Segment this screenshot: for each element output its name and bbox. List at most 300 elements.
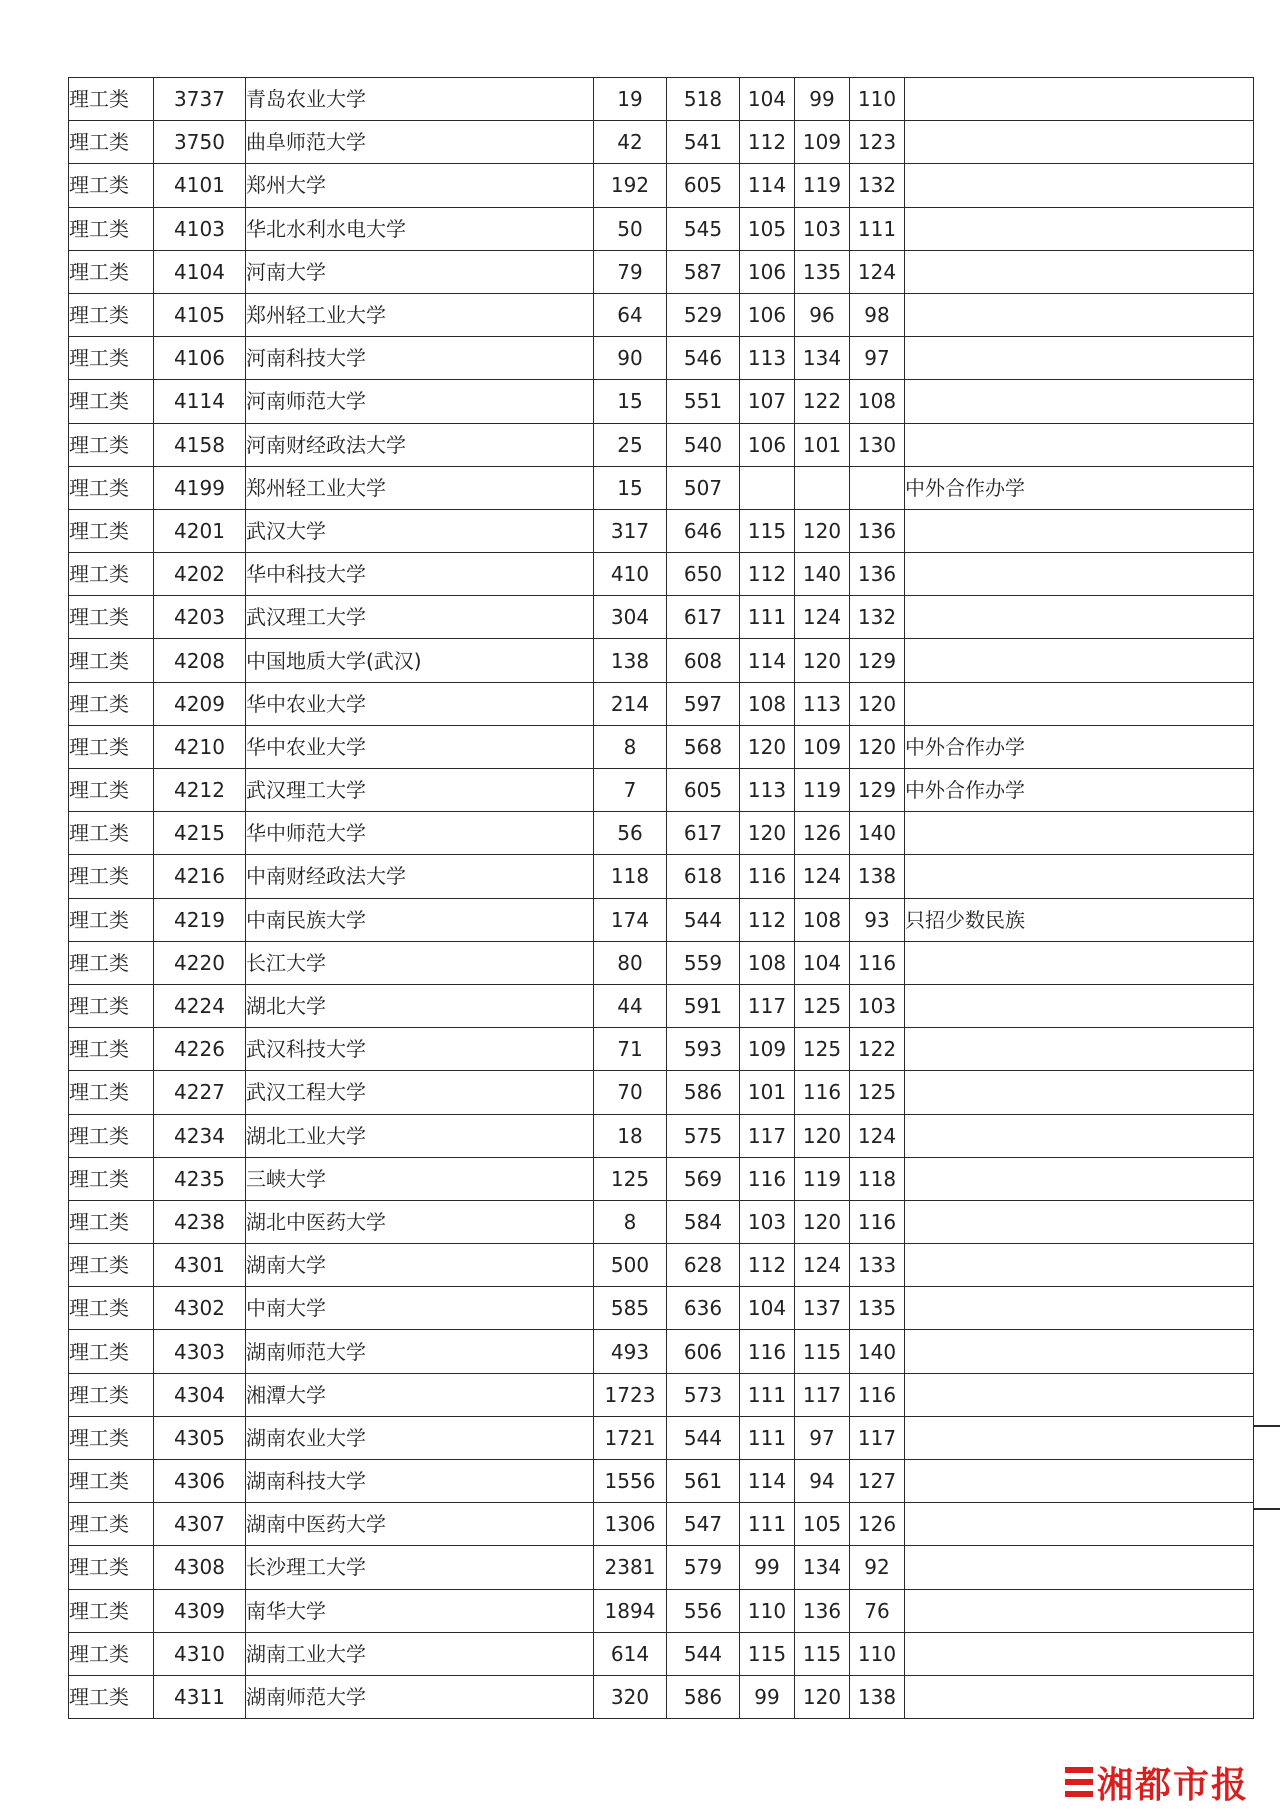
subject-score-1-cell: 116	[740, 1157, 795, 1200]
note-cell	[905, 553, 1254, 596]
school-name-cell: 武汉工程大学	[246, 1071, 594, 1114]
subject-score-1-cell: 112	[740, 1244, 795, 1287]
subject-score-3-cell: 92	[850, 1546, 905, 1589]
count-cell: 410	[594, 553, 667, 596]
note-cell	[905, 1675, 1254, 1718]
subject-score-3-cell: 129	[850, 639, 905, 682]
code-cell: 4308	[154, 1546, 246, 1589]
table-row	[69, 1675, 1254, 1718]
category-cell: 理工类	[69, 1373, 154, 1416]
school-name-cell: 湖南师范大学	[246, 1675, 594, 1718]
count-cell: 64	[594, 293, 667, 336]
score-cell: 586	[667, 1071, 740, 1114]
note-cell	[905, 682, 1254, 725]
note-cell: 中外合作办学	[905, 725, 1254, 768]
category-cell: 理工类	[69, 1157, 154, 1200]
category-cell: 理工类	[69, 1028, 154, 1071]
school-name-cell: 武汉科技大学	[246, 1028, 594, 1071]
school-name-cell: 河南师范大学	[246, 380, 594, 423]
school-name-cell: 华北水利水电大学	[246, 207, 594, 250]
subject-score-1-cell: 114	[740, 164, 795, 207]
category-cell: 理工类	[69, 941, 154, 984]
table-row	[69, 898, 1254, 941]
subject-score-1-cell: 112	[740, 553, 795, 596]
admission-score-table	[68, 77, 1254, 1719]
subject-score-1-cell: 115	[740, 509, 795, 552]
subject-score-2-cell: 101	[795, 423, 850, 466]
count-cell: 118	[594, 855, 667, 898]
subject-score-2-cell: 137	[795, 1287, 850, 1330]
category-cell: 理工类	[69, 423, 154, 466]
category-cell: 理工类	[69, 1200, 154, 1243]
subject-score-2-cell: 105	[795, 1503, 850, 1546]
code-cell: 4215	[154, 812, 246, 855]
subject-score-2-cell: 124	[795, 596, 850, 639]
subject-score-1-cell: 120	[740, 725, 795, 768]
subject-score-2-cell: 97	[795, 1416, 850, 1459]
subject-score-3-cell: 116	[850, 1200, 905, 1243]
subject-score-1-cell: 116	[740, 855, 795, 898]
code-cell: 4305	[154, 1416, 246, 1459]
note-cell	[905, 1460, 1254, 1503]
code-cell: 4235	[154, 1157, 246, 1200]
score-cell: 636	[667, 1287, 740, 1330]
subject-score-2-cell: 134	[795, 1546, 850, 1589]
subject-score-2-cell: 120	[795, 509, 850, 552]
count-cell: 80	[594, 941, 667, 984]
category-cell: 理工类	[69, 1632, 154, 1675]
code-cell: 4114	[154, 380, 246, 423]
score-cell: 617	[667, 596, 740, 639]
code-cell: 4303	[154, 1330, 246, 1373]
subject-score-2-cell: 108	[795, 898, 850, 941]
subject-score-3-cell: 136	[850, 509, 905, 552]
count-cell: 71	[594, 1028, 667, 1071]
subject-score-2-cell: 115	[795, 1330, 850, 1373]
subject-score-2-cell: 117	[795, 1373, 850, 1416]
subject-score-3-cell: 129	[850, 769, 905, 812]
subject-score-3-cell: 127	[850, 1460, 905, 1503]
category-cell: 理工类	[69, 1503, 154, 1546]
subject-score-3-cell: 97	[850, 337, 905, 380]
school-name-cell: 中南大学	[246, 1287, 594, 1330]
subject-score-1-cell: 103	[740, 1200, 795, 1243]
note-cell	[905, 639, 1254, 682]
school-name-cell: 武汉大学	[246, 509, 594, 552]
score-cell: 559	[667, 941, 740, 984]
subject-score-1-cell: 110	[740, 1589, 795, 1632]
note-cell	[905, 1589, 1254, 1632]
note-cell	[905, 1287, 1254, 1330]
subject-score-2-cell: 135	[795, 250, 850, 293]
category-cell: 理工类	[69, 553, 154, 596]
table-row	[69, 1028, 1254, 1071]
table-row	[69, 1287, 1254, 1330]
count-cell: 138	[594, 639, 667, 682]
table-row	[69, 337, 1254, 380]
category-cell: 理工类	[69, 725, 154, 768]
note-cell	[905, 1200, 1254, 1243]
code-cell: 4201	[154, 509, 246, 552]
school-name-cell: 曲阜师范大学	[246, 121, 594, 164]
subject-score-1-cell	[740, 466, 795, 509]
note-cell: 只招少数民族	[905, 898, 1254, 941]
code-cell: 3737	[154, 78, 246, 121]
school-name-cell: 华中师范大学	[246, 812, 594, 855]
count-cell: 25	[594, 423, 667, 466]
school-name-cell: 南华大学	[246, 1589, 594, 1632]
code-cell: 4216	[154, 855, 246, 898]
subject-score-3-cell: 120	[850, 682, 905, 725]
score-cell: 605	[667, 164, 740, 207]
count-cell: 125	[594, 1157, 667, 1200]
count-cell: 8	[594, 725, 667, 768]
code-cell: 4106	[154, 337, 246, 380]
count-cell: 2381	[594, 1546, 667, 1589]
category-cell: 理工类	[69, 984, 154, 1027]
code-cell: 4158	[154, 423, 246, 466]
table-row	[69, 1071, 1254, 1114]
note-cell	[905, 984, 1254, 1027]
school-name-cell: 郑州大学	[246, 164, 594, 207]
code-cell: 4311	[154, 1675, 246, 1718]
score-cell: 584	[667, 1200, 740, 1243]
score-cell: 569	[667, 1157, 740, 1200]
subject-score-2-cell: 134	[795, 337, 850, 380]
subject-score-3-cell: 116	[850, 1373, 905, 1416]
subject-score-2-cell: 126	[795, 812, 850, 855]
table-row	[69, 509, 1254, 552]
subject-score-3-cell: 124	[850, 1114, 905, 1157]
table-row	[69, 423, 1254, 466]
category-cell: 理工类	[69, 1546, 154, 1589]
subject-score-3-cell: 118	[850, 1157, 905, 1200]
note-cell	[905, 78, 1254, 121]
school-name-cell: 武汉理工大学	[246, 596, 594, 639]
code-cell: 4199	[154, 466, 246, 509]
code-cell: 4226	[154, 1028, 246, 1071]
subject-score-2-cell: 125	[795, 984, 850, 1027]
subject-score-1-cell: 107	[740, 380, 795, 423]
subject-score-3-cell: 130	[850, 423, 905, 466]
score-cell: 518	[667, 78, 740, 121]
subject-score-1-cell: 106	[740, 293, 795, 336]
code-cell: 4227	[154, 1071, 246, 1114]
school-name-cell: 中国地质大学(武汉)	[246, 639, 594, 682]
code-cell: 4212	[154, 769, 246, 812]
count-cell: 614	[594, 1632, 667, 1675]
subject-score-1-cell: 113	[740, 769, 795, 812]
score-cell: 628	[667, 1244, 740, 1287]
subject-score-1-cell: 104	[740, 78, 795, 121]
note-cell	[905, 337, 1254, 380]
school-name-cell: 郑州轻工业大学	[246, 466, 594, 509]
school-name-cell: 湖北工业大学	[246, 1114, 594, 1157]
table-row	[69, 1244, 1254, 1287]
subject-score-2-cell: 136	[795, 1589, 850, 1632]
score-cell: 541	[667, 121, 740, 164]
school-name-cell: 长沙理工大学	[246, 1546, 594, 1589]
note-cell	[905, 855, 1254, 898]
subject-score-2-cell: 115	[795, 1632, 850, 1675]
code-cell: 4234	[154, 1114, 246, 1157]
code-cell: 4238	[154, 1200, 246, 1243]
table-body	[69, 78, 1254, 1719]
subject-score-2-cell: 103	[795, 207, 850, 250]
table-row	[69, 207, 1254, 250]
subject-score-3-cell: 132	[850, 596, 905, 639]
count-cell: 18	[594, 1114, 667, 1157]
category-cell: 理工类	[69, 293, 154, 336]
school-name-cell: 湖南工业大学	[246, 1632, 594, 1675]
school-name-cell: 武汉理工大学	[246, 769, 594, 812]
subject-score-3-cell: 140	[850, 1330, 905, 1373]
subject-score-1-cell: 111	[740, 1373, 795, 1416]
category-cell: 理工类	[69, 207, 154, 250]
count-cell: 7	[594, 769, 667, 812]
subject-score-3-cell: 126	[850, 1503, 905, 1546]
score-cell: 545	[667, 207, 740, 250]
count-cell: 320	[594, 1675, 667, 1718]
subject-score-3-cell: 116	[850, 941, 905, 984]
code-cell: 4105	[154, 293, 246, 336]
table-row	[69, 293, 1254, 336]
subject-score-1-cell: 108	[740, 682, 795, 725]
score-cell: 573	[667, 1373, 740, 1416]
subject-score-2-cell: 104	[795, 941, 850, 984]
category-cell: 理工类	[69, 812, 154, 855]
subject-score-2-cell: 119	[795, 164, 850, 207]
note-cell	[905, 1373, 1254, 1416]
subject-score-2-cell: 122	[795, 380, 850, 423]
code-cell: 4103	[154, 207, 246, 250]
note-cell	[905, 1632, 1254, 1675]
count-cell: 50	[594, 207, 667, 250]
count-cell: 56	[594, 812, 667, 855]
subject-score-1-cell: 114	[740, 1460, 795, 1503]
subject-score-1-cell: 111	[740, 1503, 795, 1546]
score-cell: 608	[667, 639, 740, 682]
table-row	[69, 1503, 1254, 1546]
table-row	[69, 164, 1254, 207]
table-row	[69, 121, 1254, 164]
count-cell: 214	[594, 682, 667, 725]
score-cell: 650	[667, 553, 740, 596]
subject-score-2-cell: 120	[795, 1675, 850, 1718]
school-name-cell: 华中科技大学	[246, 553, 594, 596]
school-name-cell: 三峡大学	[246, 1157, 594, 1200]
subject-score-2-cell: 119	[795, 769, 850, 812]
code-cell: 4203	[154, 596, 246, 639]
subject-score-3-cell: 108	[850, 380, 905, 423]
school-name-cell: 中南财经政法大学	[246, 855, 594, 898]
score-cell: 618	[667, 855, 740, 898]
table-row	[69, 1460, 1254, 1503]
table-edge-line	[1253, 1425, 1280, 1427]
count-cell: 317	[594, 509, 667, 552]
score-cell: 568	[667, 725, 740, 768]
code-cell: 4208	[154, 639, 246, 682]
table-row	[69, 682, 1254, 725]
note-cell	[905, 1546, 1254, 1589]
school-name-cell: 湖南科技大学	[246, 1460, 594, 1503]
subject-score-3-cell: 132	[850, 164, 905, 207]
school-name-cell: 湖北大学	[246, 984, 594, 1027]
category-cell: 理工类	[69, 380, 154, 423]
subject-score-3-cell	[850, 466, 905, 509]
code-cell: 4301	[154, 1244, 246, 1287]
watermark-text: 湘都市报	[1097, 1764, 1250, 1806]
category-cell: 理工类	[69, 1287, 154, 1330]
table-row	[69, 769, 1254, 812]
count-cell: 192	[594, 164, 667, 207]
subject-score-1-cell: 109	[740, 1028, 795, 1071]
school-name-cell: 青岛农业大学	[246, 78, 594, 121]
score-cell: 561	[667, 1460, 740, 1503]
subject-score-1-cell: 108	[740, 941, 795, 984]
score-cell: 605	[667, 769, 740, 812]
subject-score-3-cell: 111	[850, 207, 905, 250]
school-name-cell: 中南民族大学	[246, 898, 594, 941]
subject-score-1-cell: 115	[740, 1632, 795, 1675]
code-cell: 4310	[154, 1632, 246, 1675]
note-cell	[905, 1503, 1254, 1546]
school-name-cell: 河南财经政法大学	[246, 423, 594, 466]
school-name-cell: 河南大学	[246, 250, 594, 293]
subject-score-3-cell: 103	[850, 984, 905, 1027]
category-cell: 理工类	[69, 509, 154, 552]
table-row	[69, 1373, 1254, 1416]
school-name-cell: 湖南大学	[246, 1244, 594, 1287]
note-cell	[905, 423, 1254, 466]
subject-score-2-cell: 109	[795, 121, 850, 164]
subject-score-2-cell: 96	[795, 293, 850, 336]
school-name-cell: 华中农业大学	[246, 725, 594, 768]
note-cell	[905, 1028, 1254, 1071]
category-cell: 理工类	[69, 78, 154, 121]
subject-score-3-cell: 124	[850, 250, 905, 293]
subject-score-1-cell: 111	[740, 1416, 795, 1459]
subject-score-2-cell	[795, 466, 850, 509]
note-cell	[905, 380, 1254, 423]
count-cell: 174	[594, 898, 667, 941]
subject-score-1-cell: 106	[740, 250, 795, 293]
table-row	[69, 1589, 1254, 1632]
score-cell: 591	[667, 984, 740, 1027]
subject-score-2-cell: 124	[795, 1244, 850, 1287]
subject-score-3-cell: 93	[850, 898, 905, 941]
school-name-cell: 华中农业大学	[246, 682, 594, 725]
score-cell: 546	[667, 337, 740, 380]
subject-score-3-cell: 110	[850, 78, 905, 121]
three-bars-logo-icon	[1065, 1765, 1093, 1799]
subject-score-1-cell: 99	[740, 1675, 795, 1718]
table-row	[69, 1416, 1254, 1459]
table-row	[69, 78, 1254, 121]
count-cell: 70	[594, 1071, 667, 1114]
note-cell	[905, 812, 1254, 855]
count-cell: 1556	[594, 1460, 667, 1503]
subject-score-3-cell: 117	[850, 1416, 905, 1459]
subject-score-1-cell: 112	[740, 121, 795, 164]
category-cell: 理工类	[69, 337, 154, 380]
code-cell: 4306	[154, 1460, 246, 1503]
school-name-cell: 湖南中医药大学	[246, 1503, 594, 1546]
count-cell: 19	[594, 78, 667, 121]
subject-score-3-cell: 125	[850, 1071, 905, 1114]
count-cell: 1723	[594, 1373, 667, 1416]
table-edge-line	[1253, 1508, 1280, 1510]
note-cell	[905, 207, 1254, 250]
subject-score-3-cell: 120	[850, 725, 905, 768]
subject-score-1-cell: 120	[740, 812, 795, 855]
subject-score-1-cell: 106	[740, 423, 795, 466]
category-cell: 理工类	[69, 164, 154, 207]
count-cell: 15	[594, 466, 667, 509]
category-cell: 理工类	[69, 898, 154, 941]
score-cell: 507	[667, 466, 740, 509]
subject-score-2-cell: 124	[795, 855, 850, 898]
subject-score-1-cell: 105	[740, 207, 795, 250]
score-cell: 540	[667, 423, 740, 466]
subject-score-2-cell: 94	[795, 1460, 850, 1503]
category-cell: 理工类	[69, 1416, 154, 1459]
school-name-cell: 长江大学	[246, 941, 594, 984]
table-row	[69, 1330, 1254, 1373]
category-cell: 理工类	[69, 1244, 154, 1287]
note-cell	[905, 1416, 1254, 1459]
school-name-cell: 湖南师范大学	[246, 1330, 594, 1373]
count-cell: 15	[594, 380, 667, 423]
count-cell: 1306	[594, 1503, 667, 1546]
category-cell: 理工类	[69, 1330, 154, 1373]
subject-score-3-cell: 122	[850, 1028, 905, 1071]
score-cell: 606	[667, 1330, 740, 1373]
note-cell	[905, 509, 1254, 552]
score-cell: 597	[667, 682, 740, 725]
subject-score-1-cell: 104	[740, 1287, 795, 1330]
subject-score-2-cell: 120	[795, 639, 850, 682]
note-cell	[905, 121, 1254, 164]
subject-score-2-cell: 125	[795, 1028, 850, 1071]
count-cell: 8	[594, 1200, 667, 1243]
score-cell: 544	[667, 1416, 740, 1459]
code-cell: 4101	[154, 164, 246, 207]
table-row	[69, 596, 1254, 639]
subject-score-2-cell: 119	[795, 1157, 850, 1200]
table-row	[69, 1157, 1254, 1200]
count-cell: 90	[594, 337, 667, 380]
category-cell: 理工类	[69, 1114, 154, 1157]
count-cell: 1894	[594, 1589, 667, 1632]
count-cell: 79	[594, 250, 667, 293]
subject-score-3-cell: 138	[850, 855, 905, 898]
subject-score-3-cell: 133	[850, 1244, 905, 1287]
count-cell: 493	[594, 1330, 667, 1373]
table-row	[69, 1632, 1254, 1675]
table-row	[69, 1546, 1254, 1589]
category-cell: 理工类	[69, 250, 154, 293]
subject-score-3-cell: 138	[850, 1675, 905, 1718]
category-cell: 理工类	[69, 596, 154, 639]
score-cell: 587	[667, 250, 740, 293]
subject-score-2-cell: 99	[795, 78, 850, 121]
code-cell: 4209	[154, 682, 246, 725]
table-row	[69, 941, 1254, 984]
note-cell	[905, 1114, 1254, 1157]
note-cell	[905, 941, 1254, 984]
subject-score-2-cell: 113	[795, 682, 850, 725]
